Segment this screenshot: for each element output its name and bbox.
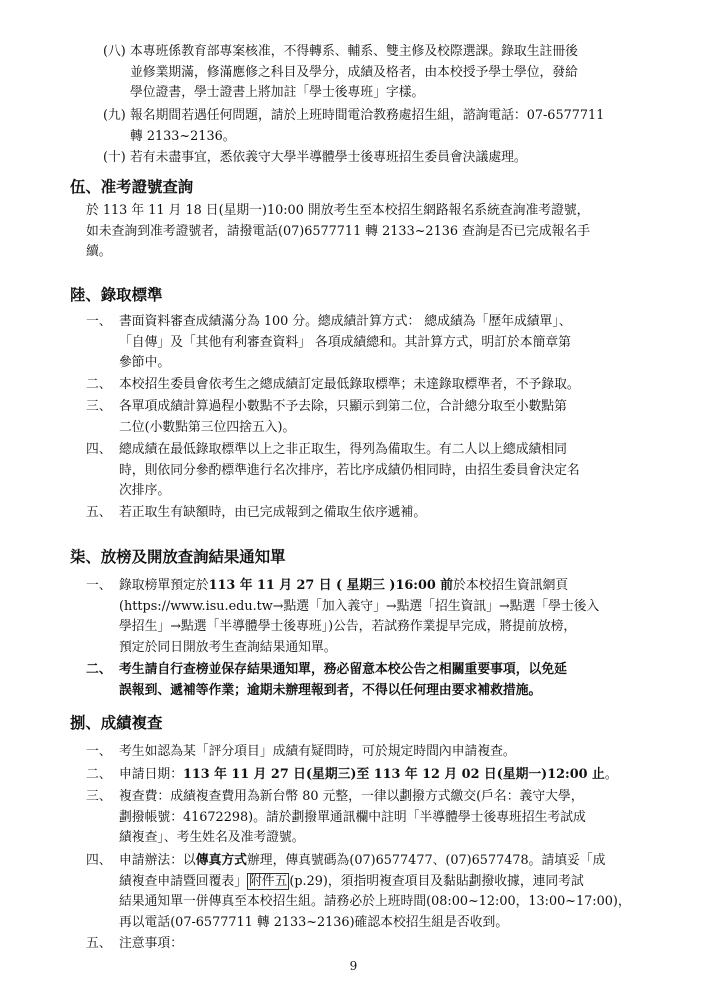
release-date: 113 年 11 月 27 日 ( 星期三 )16:00 前 bbox=[208, 578, 454, 593]
text-line: 再以電話(07-6577711 轉 2133~2136)確認本校招生組是否收到。 bbox=[119, 914, 509, 930]
text-line bbox=[119, 765, 618, 786]
item-text bbox=[119, 312, 572, 374]
text-line: 書面資料審查成績滿分為 100 分。總成績計算方式： 總成績為「歷年成績單」、 bbox=[119, 314, 572, 329]
item-text bbox=[119, 397, 567, 438]
text-line: 本校招生委員會依考生之總成績訂定最低錄取標準；未達錄取標準者，不予錄取。 bbox=[119, 377, 580, 392]
text-line: 各單項成績計算過程小數點不予去除，只顯示到第二位，合計總分取至小數點第 bbox=[119, 399, 567, 414]
item-marker: 三、 bbox=[86, 789, 112, 804]
text-line: 如未查詢到准考證號者，請撥電話(07)6577711 轉 2133~2136 查詢是否已完成報名手 bbox=[86, 223, 591, 239]
item-marker: (十) bbox=[103, 150, 126, 165]
item-text bbox=[119, 787, 586, 849]
text-line: 學位證書，學士證書上將加註「學士後專班」字樣。 bbox=[130, 85, 425, 101]
text-line: 考生請自行查榜並保存結果通知單，務必留意本校公告之相關重要事項，以免延 bbox=[119, 662, 567, 677]
text-line: 考生如認為某「評分項目」成績有疑問時，可於規定時間內申請複查。 bbox=[119, 744, 516, 759]
text-line: 預定於同日開放考生查詢結果通知單。 bbox=[119, 639, 337, 655]
fax-method: 傳真方式 bbox=[195, 853, 247, 868]
text-run: 錄取榜單預定於 bbox=[119, 578, 209, 593]
text-line: 績複查」、考生姓名及准考證號。 bbox=[119, 830, 305, 846]
application-period: 113 年 11 月 27 日(星期三)至 113 年 12 月 02 日(星期一)12:00 止 bbox=[182, 767, 605, 782]
section-heading: 陸、錄取標準 bbox=[70, 286, 163, 304]
item-marker: 四、 bbox=[86, 442, 112, 457]
item-marker: 二、 bbox=[86, 377, 112, 392]
text-run: 於本校招生資訊網頁 bbox=[453, 578, 569, 593]
item-marker: (八) bbox=[103, 44, 126, 59]
item-marker: 一、 bbox=[86, 578, 112, 593]
item-marker: 二、 bbox=[86, 767, 112, 782]
section-heading: 伍、准考證號查詢 bbox=[70, 178, 194, 196]
item-text bbox=[119, 742, 516, 763]
text-line: (https://www.isu.edu.tw→點選「加入義守」→點選「招生資訊」→點選「學士後入 bbox=[119, 598, 600, 614]
section-heading: 柒、放榜及開放查詢結果通知單 bbox=[70, 548, 286, 566]
section-heading: 捌、成績複查 bbox=[70, 714, 163, 732]
page-number: 9 bbox=[349, 959, 358, 973]
text-run: (p.29)，須指明複查項目及黏貼劃撥收據，連同考試 bbox=[289, 873, 584, 889]
text-run: 辦理，傳真號碼為(07)6577477、(07)6577478。請填妥「成 bbox=[246, 853, 606, 868]
text-line: 時，則依同分參酌標準進行名次排序，若比序成績仍相同時，由招生委員會決定名 bbox=[119, 462, 580, 478]
item-marker: 五、 bbox=[86, 505, 112, 520]
text-line: 總成績在最低錄取標準以上之非正取生，得列為備取生。有二人以上總成績相同 bbox=[119, 442, 567, 457]
section-body bbox=[86, 201, 590, 263]
item-text bbox=[119, 503, 426, 524]
item-text bbox=[119, 440, 580, 502]
text-line: 參節中。 bbox=[119, 355, 171, 371]
item-text bbox=[119, 375, 580, 396]
item-marker: 四、 bbox=[86, 853, 112, 868]
text-line: 「自傳」及「其他有利審查資料」 各項成績總和。其計算方式，明訂於本簡章第 bbox=[119, 334, 571, 350]
text-run: 績複查申請暨回覆表」 bbox=[119, 873, 247, 889]
text-line: 於 113 年 11 月 18 日(星期一)10:00 開放考生至本校招生網路報名系統查詢准考證號， bbox=[86, 203, 590, 218]
item-marker: 一、 bbox=[86, 744, 112, 759]
text-line bbox=[119, 872, 631, 893]
item-text bbox=[119, 934, 183, 955]
text-line: 學招生」→點選「半導體學士後專班」)公告，若試務作業提早完成，將提前放榜， bbox=[119, 619, 577, 635]
text-line: 並修業期滿，修滿應修之科目及學分，成績及格者，由本校授予學士學位，發給 bbox=[130, 64, 578, 80]
item-marker: 一、 bbox=[86, 314, 112, 329]
text-line bbox=[119, 576, 599, 597]
text-run: 申請日期： bbox=[119, 767, 183, 782]
item-text bbox=[119, 576, 599, 658]
text-line bbox=[119, 851, 631, 872]
item-text bbox=[130, 106, 604, 147]
text-line: 複查費：成績複查費用為新台幣 80 元整，一律以劃撥方式繳交(戶名：義守大學， bbox=[119, 789, 584, 804]
text-line: 結果通知單一併傳真至本校招生組。請務必於上班時間(08:00~12:00，13:00~17:00)， bbox=[119, 894, 631, 910]
text-run: 。 bbox=[604, 767, 618, 782]
text-line: 劃撥帳號：41672298)。請於劃撥單通訊欄中註明「半導體學士後專班招生考試成 bbox=[119, 809, 586, 825]
item-marker: 五、 bbox=[86, 936, 112, 951]
text-line: 報名期間若遇任何問題，請於上班時間電洽教務處招生組，諮詢電話：07-6577711 bbox=[130, 108, 605, 123]
item-marker: (九) bbox=[103, 108, 126, 123]
text-line: 二位(小數點第三位四捨五入)。 bbox=[119, 419, 296, 435]
item-text bbox=[119, 851, 631, 933]
text-line: 注意事項： bbox=[119, 936, 183, 951]
item-text bbox=[130, 42, 578, 104]
text-line: 次排序。 bbox=[119, 483, 171, 499]
item-text bbox=[119, 765, 618, 786]
text-line: 若有未盡事宜，悉依義守大學半導體學士後專班招生委員會決議處理。 bbox=[130, 150, 527, 165]
text-line: 續。 bbox=[86, 244, 112, 260]
text-line: 誤報到、遞補等作業；逾期未辦理報到者，不得以任何理由要求補救措施。 bbox=[119, 682, 542, 698]
attachment-reference: 附件五 bbox=[248, 873, 288, 889]
item-marker: 二、 bbox=[86, 662, 112, 677]
text-line: 轉 2133~2136。 bbox=[130, 128, 236, 144]
text-run: 申請辦法：以 bbox=[119, 853, 196, 868]
item-text-bold bbox=[119, 660, 567, 701]
item-marker: 三、 bbox=[86, 399, 112, 414]
item-text bbox=[130, 148, 527, 169]
text-line: 若正取生有缺額時，由已完成報到之備取生依序遞補。 bbox=[119, 505, 427, 520]
text-line: 本專班係教育部專案核准，不得轉系、輔系、雙主修及校際選課。錄取生註冊後 bbox=[130, 44, 578, 59]
